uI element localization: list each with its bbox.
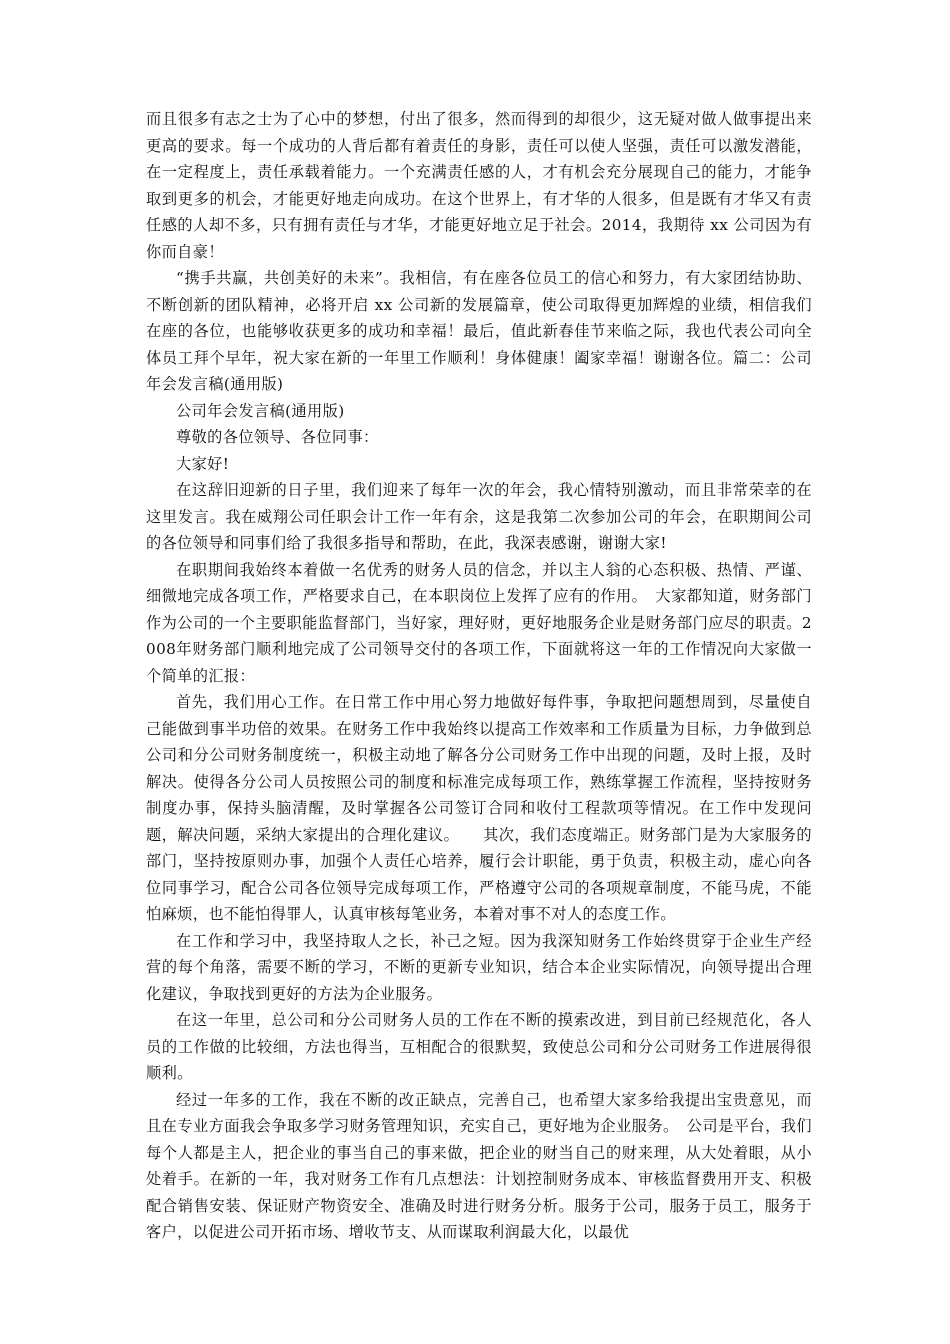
greeting: 大家好! (176, 454, 230, 473)
paragraph-7: 在这一年里，总公司和分公司财务人员的工作在不断的摸索改进，到目前已经规范化，各人员的工作做的比较细，方法也得当，互相配合的很默契，致使总公司和分公司财务工作进展得很顺利。 (146, 1011, 812, 1082)
paragraph-6: 在工作和学习中，我坚持取人之长，补己之短。因为我深知财务工作始终贯穿于企业生产经营的每个角落，需要不断的学习，不断的更新专业知识，结合本企业实际情况，向领导提出合理化建议，争取找到更好的方法为企业服务。 (146, 931, 812, 1003)
paragraph-5: 首先，我们用心工作。在日常工作中用心努力地做好每件事，争取把问题想周到，尽量使自己能做到事半功倍的效果。在财务工作中我始终以提高工作效率和工作质量为目标，力争做到总公司和分公司财务制度统一，积极主动地了解各分公司财务工作中出现的问题，及时上报，及时解决。使得各分公司人员按照公司的制度和标准完成每项工作，熟练掌握工作流程，坚持按财务制度办事，保持头脑清醒，及时掌握各公司签订合同和收付工程款项等情况。在工作中发现问题，解决问题，采纳大家提出的合理化建议。 其次，我们态度端正。财务部门是为大家服务的部门，坚持按原则办事，加强个人责任心培养，履行会计职能，勇于负责，积极主动，虚心向各位同事学习，配合公司各位领导完成每项工作，严格遵守公司的各项规章制度，不能马虎，不能怕麻烦，也不能怕得罪人，认真审核每笔业务，本着对事不对人的态度工作。 (146, 693, 812, 923)
paragraph-3: 在这辞旧迎新的日子里，我们迎来了每年一次的年会，我心情特别激动，而且非常荣幸的在这里发言。我在威翔公司任职会计工作一年有余，这是我第二次参加公司的年会，在职期间公司的各位领导和同事们给了我很多指导和帮助，在此，我深表感谢，谢谢大家! (146, 481, 812, 552)
section-title: 公司年会发言稿(通用版) (176, 401, 345, 420)
salutation: 尊敬的各位领导、各位同事： (176, 428, 379, 446)
paragraph-4: 在职期间我始终本着做一名优秀的财务人员的信念，并以主人翁的心态积极、热情、严谨、细微地完成各项工作，严格要求自己，在本职岗位上发挥了应有的作用。 大家都知道，财务部门作为公司的一个主要职能监督部门，当好家，理好财，更好地服务企业是财务部门应尽的职责。2008年财务部门顺利地完成了公司领导交付的各项工作，下面就将这一年的工作情况向大家做一个简单的汇报： (146, 560, 812, 685)
paragraph-2: “携手共赢，共创美好的未来”。我相信，有在座各位员工的信心和努力，有大家团结协助、不断创新的团队精神，必将开启 xx 公司新的发展篇章，使公司取得更加辉煌的业绩，相信我们在座的各位，也能够收获更多的成功和幸福！最后，值此新春佳节来临之际，我也代表公司向全体员工拜个早年，祝大家在新的一年里工作顺利！身体健康！阖家幸福！谢谢各位。篇二：公司年会发言稿(通用版) (146, 269, 812, 393)
document-page (146, 106, 812, 1246)
paragraph-8: 经过一年多的工作，我在不断的改正缺点，完善自己，也希望大家多给我提出宝贵意见，而且在专业方面我会争取多学习财务管理知识，充实自己，更好地为企业服务。 公司是平台，我们每个人都是主人，把企业的事当自己的事来做，把企业的财当自己的财来理，从大处着眼，从小处着手。在新的一年，我对财务工作有几点想法：计划控制财务成本、审核监督费用开支、积极配合销售安装、保证财产物资安全、准确及时进行财务分析。服务于公司，服务于员工，服务于客户，以促进公司开拓市场、增收节支、从而谋取利润最大化，以最优 (146, 1090, 812, 1241)
paragraph-1: 而且很多有志之士为了心中的梦想，付出了很多，然而得到的却很少，这无疑对做人做事提出来更高的要求。每一个成功的人背后都有着责任的身影，责任可以使人坚强，责任可以激发潜能，在一定程度上，责任承载着能力。一个充满责任感的人，才有机会充分展现自己的能力，才能争取到更多的机会，才能更好地走向成功。在这个世界上，有才华的人很多，但是既有才华又有责任感的人却不多，只有拥有责任与才华，才能更好地立足于社会。2014，我期待 xx 公司因为有你而自豪！ (146, 110, 812, 261)
